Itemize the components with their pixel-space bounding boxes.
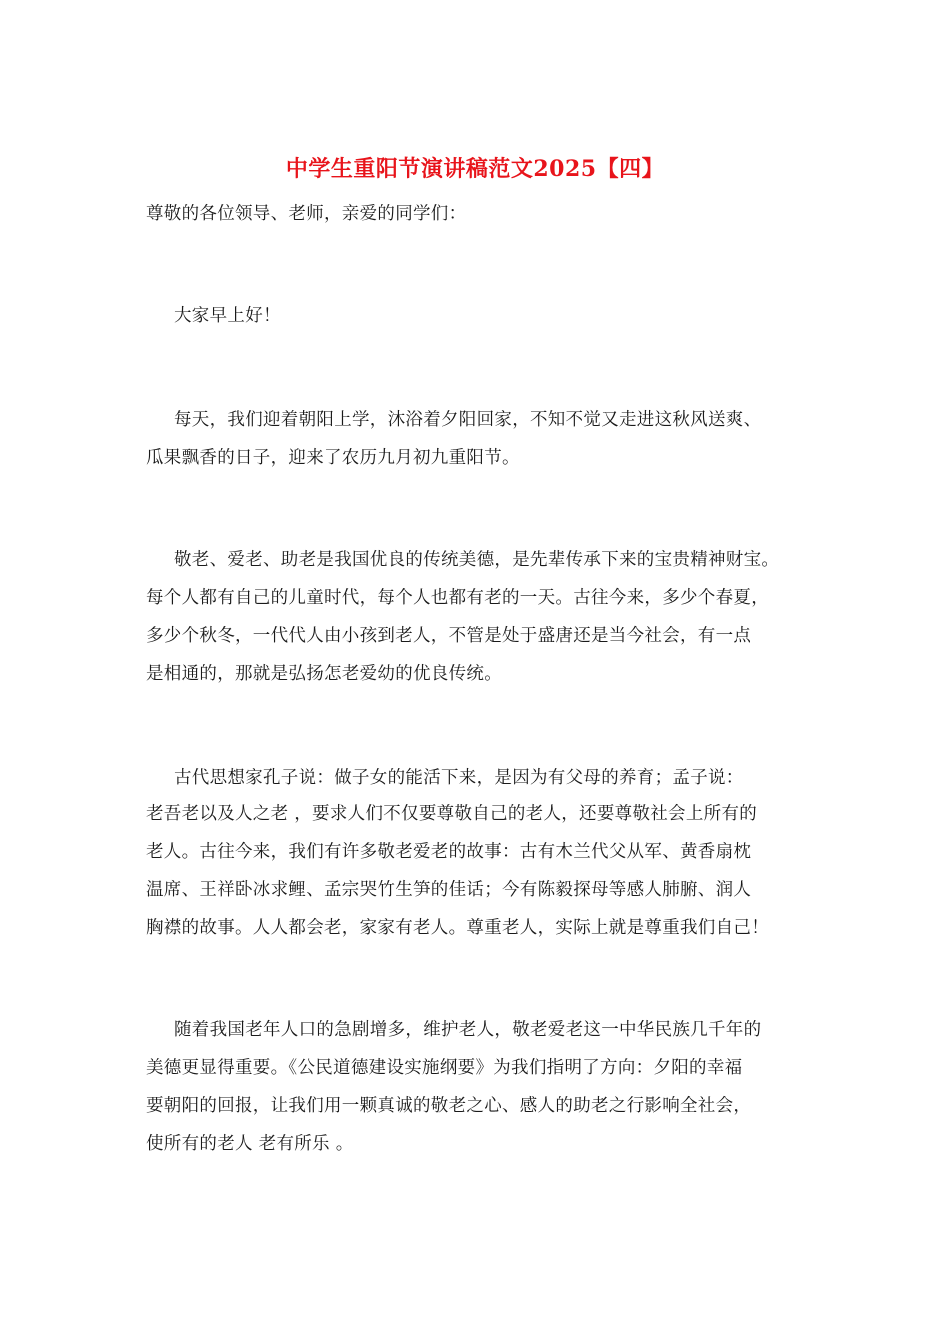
paragraph-5-line-3: 要朝阳的回报，让我们用一颗真诚的敬老之心、感人的助老之行影响全社会， — [146, 1096, 752, 1116]
paragraph-5-line-1: 随着我国老年人口的急剧增多，维护老人，敬老爱老这一中华民族几千年的 — [174, 1020, 762, 1040]
paragraph-4-line-5: 胸襟的故事。人人都会老，家家有老人。尊重老人，实际上就是尊重我们自己！ — [146, 918, 769, 938]
document-title: 中学生重阳节演讲稿范文2025【四】 — [285, 156, 665, 182]
paragraph-4-line-2: 老吾老以及人之老 ，要求人们不仅要尊敬自己的老人，还要尊敬社会上所有的 — [146, 804, 758, 824]
paragraph-4-line-3: 老人。古往今来，我们有许多敬老爱老的故事：古有木兰代父从军、黄香扇枕 — [146, 842, 752, 862]
paragraph-1-line-1: 大家早上好！ — [174, 306, 281, 326]
paragraph-3-line-2: 每个人都有自己的儿童时代，每个人也都有老的一天。古往今来，多少个春夏， — [146, 588, 769, 608]
paragraph-2-line-2: 瓜果飘香的日子，迎来了农历九月初九重阳节。 — [146, 448, 520, 468]
paragraph-3-line-3: 多少个秋冬，一代代人由小孩到老人，不管是处于盛唐还是当今社会，有一点 — [146, 626, 752, 646]
paragraph-4-line-1: 古代思想家孔子说：做子女的能活下来，是因为有父母的养育；孟子说： — [174, 768, 744, 788]
paragraph-2-line-1: 每天，我们迎着朝阳上学，沐浴着夕阳回家，不知不觉又走进这秋风送爽、 — [174, 410, 762, 430]
paragraph-5-line-4: 使所有的老人 老有所乐 。 — [146, 1134, 354, 1154]
paragraph-3-line-1: 敬老、爱老、助老是我国优良的传统美德，是先辈传承下来的宝贵精神财宝。 — [174, 550, 780, 570]
salutation: 尊敬的各位领导、老师，亲爱的同学们： — [146, 204, 467, 224]
paragraph-3-line-4: 是相通的，那就是弘扬怎老爱幼的优良传统。 — [146, 664, 502, 684]
paragraph-4-line-4: 温席、王祥卧冰求鲤、孟宗哭竹生笋的佳话；今有陈毅探母等感人肺腑、润人 — [146, 880, 752, 900]
paragraph-5-line-2: 美德更显得重要。《公民道德建设实施纲要》为我们指明了方向：夕阳的幸福 — [146, 1058, 743, 1078]
